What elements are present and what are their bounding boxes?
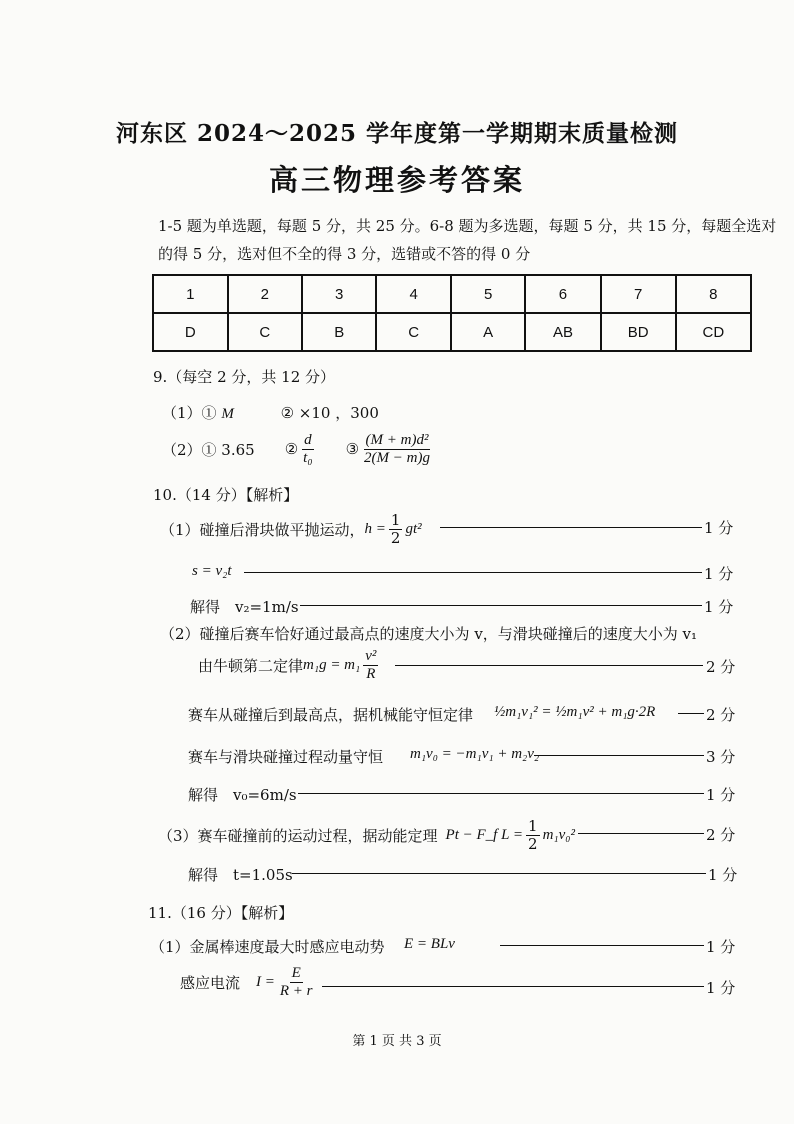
score-leader-line [322, 986, 704, 987]
q10-line-5-points: 2 分 [706, 658, 736, 676]
question-number-cell: 1 [153, 275, 228, 313]
q10-line-5-fraction [363, 648, 378, 682]
q11-line-1-text: （1）金属棒速度最大时感应电动势 [150, 938, 385, 956]
answer-cell: A [451, 313, 525, 351]
q10-line-5 [198, 648, 381, 682]
score-leader-line [440, 527, 702, 528]
q10-line-6-text: 赛车从碰撞后到最高点，据机械能守恒定律 [188, 706, 474, 724]
q10-line-3-text: 解得 v₂=1m/s [190, 598, 299, 616]
q10-line-8-text: 解得 v₀=6m/s [188, 786, 297, 804]
q9-part2-b-label: ② [284, 440, 299, 458]
score-leader-line [578, 833, 704, 834]
q10-line-8-points: 1 分 [706, 786, 736, 804]
question-number-cell: 5 [451, 275, 525, 313]
fraction-numerator: d [304, 432, 312, 448]
q10-line-3-points: 1 分 [704, 598, 734, 616]
document-subtitle: 高三物理参考答案 [268, 163, 525, 197]
answer-table-number-row [153, 275, 751, 313]
answer-cell: AB [525, 313, 600, 351]
answer-cell: CD [676, 313, 751, 351]
answer-table [152, 274, 752, 352]
q11-header: 11.（16 分）【解析】 [148, 904, 294, 922]
intro-line-2: 的得 5 分，选对但不全的得 3 分，选错或不答的得 0 分 [158, 245, 531, 263]
q9-part1-answer-a: M [221, 406, 234, 422]
answer-table-answer-row [153, 313, 751, 351]
q10-line-1 [160, 512, 422, 546]
q10-line-9-formula-pre: Pt − F_f L = [445, 826, 524, 843]
q10-line-9-text: （3）赛车碰撞前的运动过程，据动能定理 [158, 826, 438, 845]
q10-line-5-formula-pre: m₁g = m₁ [303, 656, 361, 673]
q9-part2-answer-a: （2）① 3.65 [162, 440, 255, 459]
question-number-cell: 6 [525, 275, 600, 313]
fraction-denominator: t₀ [303, 449, 313, 466]
question-number-cell: 3 [302, 275, 376, 313]
score-leader-line [395, 665, 703, 666]
q10-line-9-points: 2 分 [706, 826, 736, 844]
q11-line-2-points: 1 分 [706, 979, 736, 997]
fraction-numerator: 1 [528, 817, 538, 835]
fraction-numerator: v² [365, 648, 377, 664]
q10-line-2-points: 1 分 [704, 565, 734, 583]
answer-cell: B [302, 313, 376, 351]
q10-line-7-points: 3 分 [706, 748, 736, 766]
intro-line-1: 1-5 题为单选题，每题 5 分，共 25 分。6-8 题为多选题，每题 5 分，共 15 分，每题全选对 [158, 217, 777, 235]
q11-line-2-fraction [278, 965, 315, 999]
fraction-numerator: E [291, 965, 301, 981]
q9-part1-answer-b: ② ×10 ，300 [280, 404, 379, 422]
q9-part1 [162, 402, 379, 423]
fraction-denominator: 2 [528, 834, 538, 853]
q9-part1-label: （1）① [162, 404, 222, 422]
fraction-denominator: R + r [279, 982, 313, 999]
q10-line-5-text: 由牛顿第二定律 [198, 656, 304, 675]
q10-line-9 [158, 818, 575, 852]
q10-line-1-fraction [389, 512, 403, 546]
score-leader-line [298, 793, 704, 794]
q9-part2-answer-c [362, 432, 432, 466]
score-leader-line [678, 713, 704, 714]
document-title: 河东区 2024～2025 学年度第一学期期末质量检测 [115, 120, 679, 147]
q10-header: 10.（14 分）【解析】 [153, 486, 299, 504]
question-number-cell: 7 [601, 275, 676, 313]
q11-line-1-points: 1 分 [706, 938, 736, 956]
q10-line-1-text: （1）碰撞后滑块做平抛运动， [160, 520, 365, 539]
q9-part2-answer-b [301, 432, 314, 466]
q10-line-1-formula-pre: h = [364, 520, 386, 537]
answer-cell: C [376, 313, 451, 351]
q10-line-7-text: 赛车与滑块碰撞过程动量守恒 [188, 748, 384, 766]
fraction-denominator: R [366, 665, 376, 682]
q10-line-2-formula: s = v₂t [192, 563, 232, 579]
q10-line-10-points: 1 分 [708, 866, 738, 884]
score-leader-line [500, 945, 704, 946]
q10-line-9-formula-post: m₁v₀² [542, 826, 575, 843]
fraction-numerator: (M + m)d² [365, 432, 429, 448]
q10-line-4-text: （2）碰撞后赛车恰好通过最高点的速度大小为 v，与滑块碰撞后的速度大小为 v₁ [160, 625, 698, 643]
q10-line-10-text: 解得 t=1.05s [188, 866, 293, 884]
q9-part2-c-label: ③ [345, 440, 360, 458]
score-leader-line [300, 605, 702, 606]
q9-part2 [162, 432, 435, 466]
q10-line-6-points: 2 分 [706, 706, 736, 724]
q11-line-2-formula-pre: I = [256, 973, 275, 990]
q11-line-1-formula: E = BLv [404, 936, 455, 952]
fraction-denominator: 2 [390, 528, 401, 547]
q10-line-1-formula-post: gt² [405, 520, 422, 537]
page-footer: 第 1 页 共 3 页 [352, 1034, 442, 1049]
fraction-numerator: 1 [390, 511, 401, 529]
answer-cell: BD [601, 313, 676, 351]
score-leader-line [244, 572, 702, 573]
q10-line-7-formula: m₁v₀ = −m₁v₁ + m₂v₂ [410, 746, 540, 762]
q10-line-6-formula: ½m₁v₁² = ½m₁v² + m₁g·2R [494, 704, 656, 720]
fraction-denominator: 2(M − m)g [364, 449, 430, 466]
score-leader-line [534, 755, 704, 756]
q9-header: 9.（每空 2 分，共 12 分） [153, 368, 336, 386]
q10-line-1-points: 1 分 [704, 519, 734, 537]
question-number-cell: 2 [228, 275, 303, 313]
q11-line-2-text: 感应电流 [180, 973, 241, 992]
answer-cell: C [228, 313, 303, 351]
question-number-cell: 8 [676, 275, 751, 313]
question-number-cell: 4 [376, 275, 451, 313]
q11-line-2 [180, 965, 318, 999]
score-leader-line [292, 873, 706, 874]
answer-cell: D [153, 313, 228, 351]
q10-line-9-fraction [526, 818, 540, 852]
